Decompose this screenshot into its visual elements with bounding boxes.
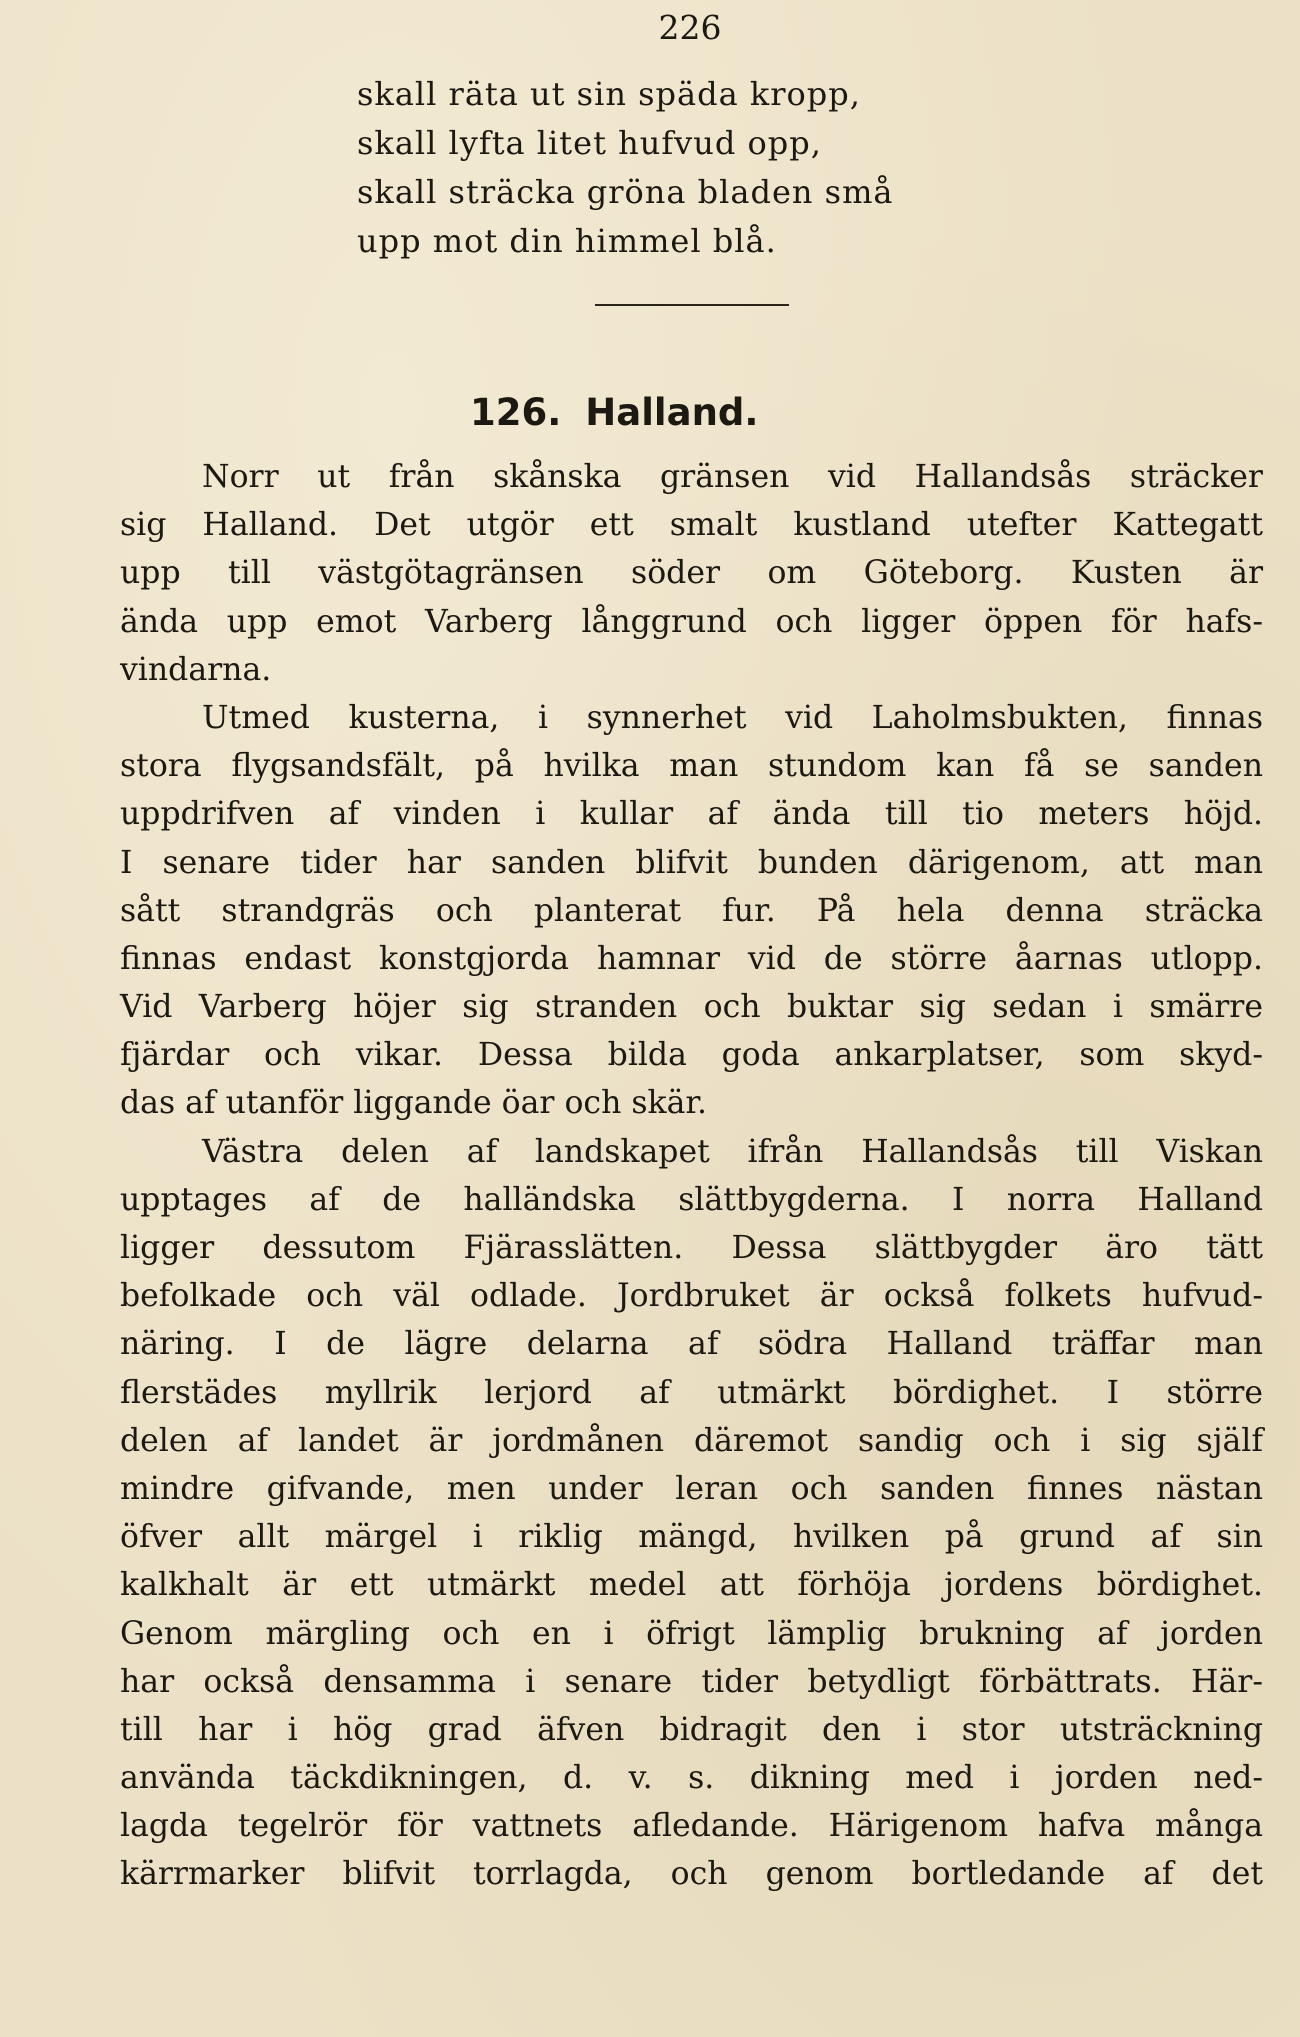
text-line: ända upp emot Varberg långgrund och ligger öppen för hafs- (120, 603, 1263, 640)
text-line: lagda tegelrör för vattnets afledande. Härigenom hafva många (120, 1808, 1263, 1845)
text-line: flerstädes myllrik lerjord af utmärkt bördighet. I större (120, 1374, 1263, 1411)
text-line: Norr ut från skånska gränsen vid Hallandsås sträcker (202, 459, 1263, 495)
text-line: använda täckdikningen, d. v. s. dikning med i jorden ned- (120, 1760, 1263, 1797)
text-line: Västra delen af landskapet ifrån Hallandsås till Viskan (202, 1133, 1263, 1170)
text-line: upp till västgötagränsen söder om Göteborg. Kusten är (120, 555, 1263, 592)
text-line: das af utanför liggande öar och skär. (120, 1085, 708, 1122)
text-line: kalkhalt är ett utmärkt medel att förhöja jordens bördighet. (120, 1567, 1263, 1604)
section-title: Halland. (585, 391, 759, 434)
text-line: sått strandgräs och planterat fur. På hela denna sträcka (120, 892, 1263, 929)
text-line: Genom märgling och en i öfrigt lämplig brukning af jorden (120, 1615, 1263, 1652)
text-line: kärrmarker blifvit torrlagda, och genom bortledande af det (120, 1856, 1263, 1893)
text-line: Utmed kusterna, i synnerhet vid Laholmsbukten, finnas (202, 699, 1263, 736)
text-line: ligger dessutom Fjärasslätten. Dessa slättbygder äro tätt (120, 1230, 1263, 1266)
text-line: uppdrifven af vinden i kullar af ända till tio meters höjd. (120, 796, 1263, 833)
text-line: upptages af de halländska slättbygderna. I norra Halland (120, 1181, 1263, 1218)
poem-stanza (357, 70, 1057, 266)
text-line: I senare tider har sanden blifvit bunden därigenom, att man (120, 844, 1263, 881)
section-heading (470, 385, 890, 441)
section-divider (595, 304, 789, 306)
text-line: delen af landet är jordmånen däremot sandig och i sig själf (120, 1422, 1263, 1459)
poem-line: upp mot din himmel blå. (357, 222, 777, 260)
text-line: finnas endast konstgjorda hamnar vid de större åarnas utlopp. (120, 940, 1263, 977)
text-line: vindarna. (120, 651, 272, 688)
text-line: mindre gifvande, men under leran och sanden finnes nästan (120, 1470, 1263, 1507)
text-line: fjärdar och vikar. Dessa bilda goda ankarplatser, som skyd- (120, 1037, 1263, 1074)
text-line: näring. I de lägre delarna af södra Halland träffar man (120, 1326, 1263, 1363)
text-line: till har i hög grad äfven bidragit den i stor utsträckning (120, 1711, 1263, 1748)
section-body (120, 453, 1263, 1899)
text-line: stora flygsandsfält, på hvilka man stundom kan få se sanden (120, 748, 1263, 785)
poem-line: skall sträcka gröna bladen små (357, 173, 894, 211)
text-line: öfver allt märgel i riklig mängd, hvilken på grund af sin (120, 1519, 1263, 1556)
text-line: har också densamma i senare tider betydligt förbättrats. Här- (120, 1663, 1263, 1700)
page-number: 226 (658, 8, 722, 47)
text-line: befolkade och väl odlade. Jordbruket är också folkets hufvud- (120, 1278, 1263, 1315)
text-line: sig Halland. Det utgör ett smalt kustland utefter Kattegatt (120, 507, 1263, 544)
poem-line: skall räta ut sin späda kropp, (357, 75, 861, 113)
section-number: 126. (470, 391, 562, 434)
text-line: Vid Varberg höjer sig stranden och buktar sig sedan i smärre (120, 989, 1263, 1026)
poem-line: skall lyfta litet hufvud opp, (357, 124, 822, 162)
